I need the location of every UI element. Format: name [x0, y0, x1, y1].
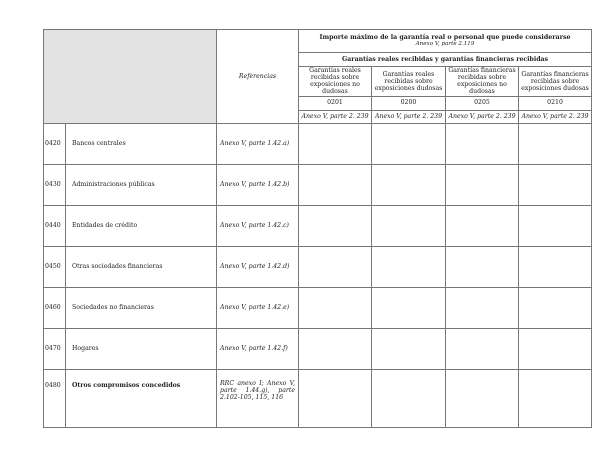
row-label: Sociedades no financieras [66, 287, 217, 328]
column-header-label: Garantías reales recibidas sobre exposiciones dudosas [372, 67, 446, 97]
row-label: Hogares [66, 328, 217, 369]
data-cell [519, 246, 592, 287]
table-row [44, 164, 592, 205]
row-code: 0450 [44, 246, 66, 287]
data-cell [446, 164, 519, 205]
group-header [299, 30, 592, 53]
data-cell [519, 287, 592, 328]
row-label: Administraciones públicas [66, 164, 217, 205]
group-title: Importe máximo de la garantía real o personal que puede considerarse [319, 34, 571, 42]
data-cell [519, 164, 592, 205]
collateral-table [43, 29, 592, 428]
row-reference: RRC anexo I; Anexo V, parte 1.44.g), parte 2.102-105, 115, 116 [217, 369, 299, 427]
row-reference: Anexo V, parte 1.42.f) [217, 328, 299, 369]
referencias-header: Referencias [217, 30, 299, 124]
data-cell [446, 246, 519, 287]
row-label: Entidades de crédito [66, 205, 217, 246]
column-reference: Anexo V, parte 2. 239 [299, 110, 372, 123]
table-row [44, 328, 592, 369]
table-row [44, 369, 592, 427]
data-cell [372, 369, 446, 427]
data-cell [372, 246, 446, 287]
data-cell [299, 369, 372, 427]
row-label: Otras sociedades financieras [66, 246, 217, 287]
table-row [44, 246, 592, 287]
data-cell [372, 205, 446, 246]
data-cell [372, 123, 446, 164]
data-cell [299, 164, 372, 205]
data-cell [372, 164, 446, 205]
row-reference: Anexo V, parte 1.42.c) [217, 205, 299, 246]
row-code: 0430 [44, 164, 66, 205]
data-cell [519, 369, 592, 427]
data-cell [519, 123, 592, 164]
data-cell [519, 205, 592, 246]
row-code: 0420 [44, 123, 66, 164]
row-code: 0460 [44, 287, 66, 328]
data-cell [299, 328, 372, 369]
row-code: 0480 [44, 369, 66, 427]
data-cell [519, 328, 592, 369]
row-reference: Anexo V, parte 1.42.a) [217, 123, 299, 164]
row-code: 0440 [44, 205, 66, 246]
data-cell [446, 287, 519, 328]
table-row [44, 123, 592, 164]
column-reference: Anexo V, parte 2. 239 [519, 110, 592, 123]
blank-header-cell [44, 30, 217, 124]
row-code: 0470 [44, 328, 66, 369]
column-code: 0201 [299, 96, 372, 110]
subgroup-title: Garantías reales recibidas y garantías financieras recibidas [299, 53, 592, 67]
row-label: Bancos centrales [66, 123, 217, 164]
row-label: Otros compromisos concedidos [66, 369, 217, 427]
column-code: 0210 [519, 96, 592, 110]
column-header-label: Garantías reales recibidas sobre exposiciones no dudosas [299, 67, 372, 97]
row-reference: Anexo V, parte 1.42.d) [217, 246, 299, 287]
table-row [44, 205, 592, 246]
column-header-label: Garantías financieras recibidas sobre exposiciones dudosas [519, 67, 592, 97]
row-reference: Anexo V, parte 1.42.b) [217, 164, 299, 205]
column-code: 0200 [372, 96, 446, 110]
data-cell [372, 287, 446, 328]
table-row [44, 287, 592, 328]
data-cell [299, 205, 372, 246]
data-cell [446, 328, 519, 369]
column-header-label: Garantías financieras recibidas sobre exposiciones no dudosas [446, 67, 519, 97]
column-reference: Anexo V, parte 2. 239 [446, 110, 519, 123]
data-cell [299, 246, 372, 287]
column-code: 0205 [446, 96, 519, 110]
group-subtitle: Anexo V, parte 2.119 [415, 41, 475, 48]
data-cell [372, 328, 446, 369]
row-reference: Anexo V, parte 1.42.e) [217, 287, 299, 328]
data-cell [446, 369, 519, 427]
data-cell [446, 123, 519, 164]
data-cell [299, 287, 372, 328]
data-cell [446, 205, 519, 246]
data-cell [299, 123, 372, 164]
column-reference: Anexo V, parte 2. 239 [372, 110, 446, 123]
